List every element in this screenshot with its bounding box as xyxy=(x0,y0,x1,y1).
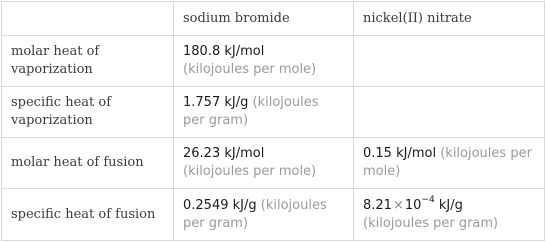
unit-description: (kilojoules per gram) xyxy=(363,215,499,231)
corner-cell xyxy=(2,2,174,36)
value-base: 10 xyxy=(404,197,422,213)
unit-description: (kilojoules per mole) xyxy=(363,146,532,179)
value-cell xyxy=(174,36,354,87)
row-label-molar-heat-of-fusion: molar heat of fusion xyxy=(2,138,174,189)
header-row xyxy=(2,2,545,36)
table-row xyxy=(2,138,545,189)
value-unit: kJ/mol xyxy=(396,146,437,161)
value-cell xyxy=(174,138,354,189)
column-header-sodium-bromide: sodium bromide xyxy=(174,2,354,36)
value-mantissa: 8.21 xyxy=(363,197,392,213)
value-number: 0.2549 xyxy=(183,197,229,213)
value-exponent: −4 xyxy=(421,195,435,206)
value-unit: kJ/g xyxy=(232,197,257,213)
empty-value-cell xyxy=(354,87,545,138)
value-unit: kJ/mol xyxy=(224,146,265,161)
value-number: 180.8 xyxy=(183,44,221,59)
value-cell xyxy=(174,189,354,241)
value-cell xyxy=(174,87,354,138)
properties-table xyxy=(1,1,545,241)
value-number: 1.757 xyxy=(183,95,221,110)
value-unit: kJ/g xyxy=(224,95,249,110)
unit-description: (kilojoules per mole) xyxy=(183,62,317,77)
value-unit: kJ/mol xyxy=(224,44,265,59)
empty-value-cell xyxy=(354,36,545,87)
unit-description: (kilojoules per gram) xyxy=(183,95,319,128)
table-row xyxy=(2,87,545,138)
table-row xyxy=(2,36,545,87)
row-label-molar-heat-of-vaporization: molar heat of vaporization xyxy=(2,36,174,87)
value-number: 0.15 xyxy=(363,146,392,161)
table-row xyxy=(2,189,545,241)
value-unit: kJ/g xyxy=(438,197,463,213)
value-cell xyxy=(354,189,545,241)
row-label-specific-heat-of-fusion: specific heat of fusion xyxy=(2,189,174,241)
times-sign: × xyxy=(392,197,404,213)
column-header-nickel-nitrate: nickel(II) nitrate xyxy=(354,2,545,36)
row-label-specific-heat-of-vaporization: specific heat of vaporization xyxy=(2,87,174,138)
value-cell xyxy=(354,138,545,189)
unit-description: (kilojoules per mole) xyxy=(183,164,317,179)
unit-description: (kilojoules per gram) xyxy=(183,197,327,231)
value-number: 26.23 xyxy=(183,146,221,161)
